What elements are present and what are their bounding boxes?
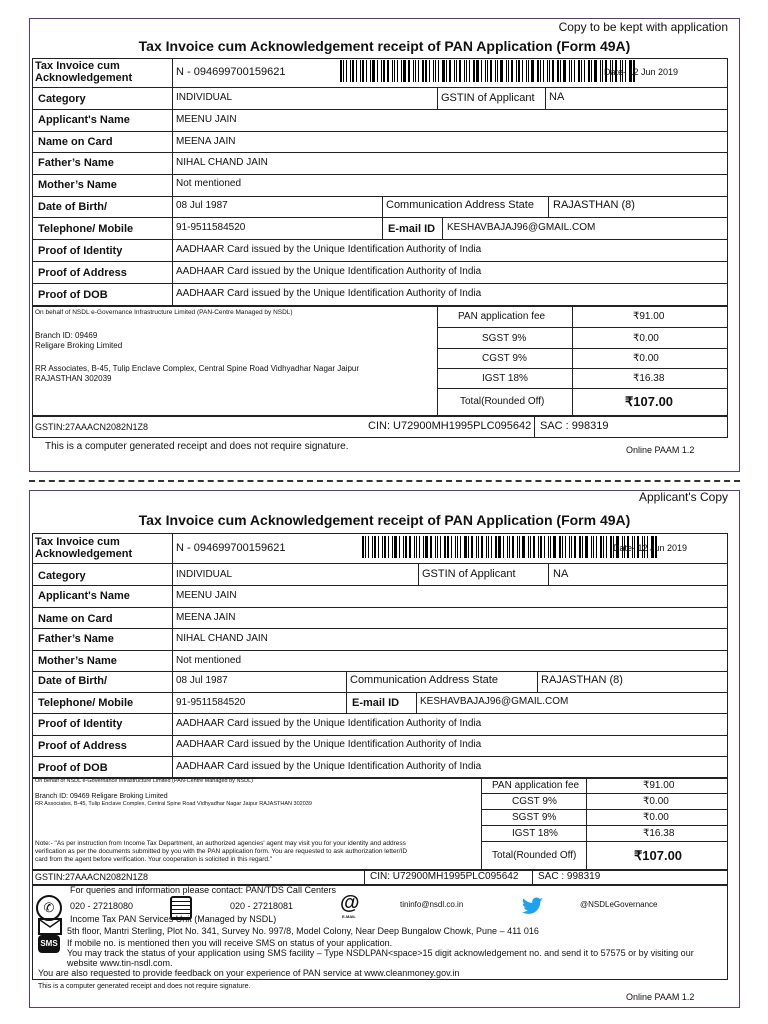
branch-id: Branch ID: 09469 (35, 331, 98, 340)
mother-name-value: Not mentioned (176, 655, 242, 666)
applicant-name-value: MEENU JAIN (176, 590, 237, 601)
branch-line: Branch ID: 09469 Religare Broking Limited (35, 793, 168, 800)
barcode-bar (394, 536, 397, 558)
barcode-bar (585, 536, 588, 558)
agent-note-1: Note:- "As per instruction from Income Tax Department, an authorized agencies' agent may visit you for your identity and address (35, 840, 406, 847)
barcode-bar (578, 60, 580, 82)
poi-value: AADHAAR Card issued by the Unique Identification Authority of India (176, 718, 482, 729)
barcode-bar (392, 536, 393, 558)
barcode-bar (473, 60, 475, 82)
barcode-bar (500, 60, 503, 82)
barcode-bar (522, 60, 523, 82)
barcode-bar (569, 536, 570, 558)
sac-value: SAC : 998319 (540, 420, 609, 432)
barcode-bar (571, 60, 572, 82)
sgst-value: ₹0.00 (643, 812, 669, 823)
cgst-label: CGST 9% (512, 796, 557, 807)
name-on-card-label: Name on Card (38, 136, 113, 148)
barcode-bar (457, 536, 458, 558)
gstin-value: GSTIN:27AAACN2082N1Z8 (35, 872, 149, 882)
sac-value: SAC : 998319 (538, 871, 601, 882)
applicant-name-label: Applicant's Name (38, 114, 130, 126)
agent-note-2: verification as per the documents submitted by you with the PAN application form. You are requested to ask authorization letter/ID (35, 848, 408, 855)
feedback-line: You are also requested to provide feedback on your experience of PAN service at www.cleanmoney.gov.in (38, 968, 460, 978)
nsdl-note: On behalf of NSDL e-Governance Infrastructure Limited (PAN-Centre Managed by NSDL) (35, 309, 293, 316)
category-label: Category (38, 570, 86, 582)
barcode-bar (550, 536, 551, 558)
barcode-bar (476, 60, 479, 82)
barcode-bar (384, 536, 386, 558)
barcode-bar (593, 536, 594, 558)
receipt-date: Date- 12 Jun 2019 (613, 543, 688, 553)
pod-value: AADHAAR Card issued by the Unique Identification Authority of India (176, 761, 482, 772)
barcode-bar (343, 60, 344, 82)
barcode-bar (437, 536, 438, 558)
poi-label: Proof of Identity (38, 718, 123, 730)
barcode-bar (365, 536, 366, 558)
barcode-bar (350, 60, 351, 82)
barcode-bar (392, 60, 393, 82)
barcode-bar (596, 536, 597, 558)
phone-icon: ✆ (36, 895, 62, 921)
barcode-bar (377, 60, 378, 82)
mother-name-label: Mother’s Name (38, 655, 117, 667)
cin-value: CIN: U72900MH1995PLC095642 (370, 871, 519, 882)
total-label: Total(Rounded Off) (460, 396, 545, 407)
barcode-bar (435, 536, 436, 558)
mother-name-value: Not mentioned (176, 178, 242, 189)
barcode-bar (414, 536, 415, 558)
computer-note: This is a computer generated receipt and does not require signature. (38, 983, 251, 990)
email-label: E-mail ID (388, 223, 436, 235)
barcode-bar (488, 536, 489, 558)
barcode-bar (602, 60, 603, 82)
father-name-label: Father’s Name (38, 633, 114, 645)
barcode-bar (508, 60, 509, 82)
barcode-bar (460, 536, 461, 558)
barcode-bar (584, 60, 585, 82)
cgst-value: ₹0.00 (633, 353, 659, 364)
barcode-bar (540, 536, 542, 558)
category-label: Category (38, 93, 86, 105)
barcode-bar (600, 60, 601, 82)
barcode-bar (517, 536, 518, 558)
barcode-bar (374, 536, 376, 558)
barcode (340, 60, 637, 82)
barcode-bar (466, 60, 467, 82)
phone-value: 91-9511584520 (176, 222, 246, 233)
mail-envelope-icon (38, 918, 62, 935)
barcode-bar (425, 536, 428, 558)
barcode-bar (497, 60, 498, 82)
barcode-bar (464, 536, 467, 558)
ack-number: N - 094699700159621 (176, 542, 286, 554)
barcode-bar (559, 536, 561, 558)
barcode-bar (557, 60, 559, 82)
ack-label: Tax Invoice cum Acknowledgement (35, 536, 133, 560)
comm-state-label: Communication Address State (350, 674, 498, 686)
barcode-bar (594, 60, 597, 82)
barcode-bar (571, 536, 572, 558)
poi-value: AADHAAR Card issued by the Unique Identification Authority of India (176, 244, 482, 255)
father-name-value: NIHAL CHAND JAIN (176, 633, 268, 644)
barcode-bar (442, 60, 445, 82)
barcode-bar (528, 536, 529, 558)
barcode-bar (372, 536, 373, 558)
fee-table (32, 306, 728, 416)
barcode-bar (419, 536, 420, 558)
ack-label: Tax Invoice cum Acknowledgement (35, 60, 133, 84)
pod-label: Proof of DOB (38, 762, 108, 774)
pod-value: AADHAAR Card issued by the Unique Identification Authority of India (176, 288, 482, 299)
barcode-bar (340, 60, 342, 82)
gstin-applicant-label: GSTIN of Applicant (422, 568, 516, 580)
barcode-bar (368, 536, 369, 558)
barcode-bar (422, 60, 424, 82)
poa-value: AADHAAR Card issued by the Unique Identification Authority of India (176, 266, 482, 277)
barcode-bar (491, 536, 492, 558)
barcode-bar (381, 60, 382, 82)
barcode-bar (415, 60, 416, 82)
applicant-name-value: MEENU JAIN (176, 114, 237, 125)
barcode-bar (397, 60, 398, 82)
barcode-bar (362, 60, 364, 82)
barcode-bar (423, 536, 424, 558)
barcode-bar (418, 60, 419, 82)
barcode-bar (446, 60, 447, 82)
phone-number: 020 - 27218080 (70, 901, 134, 911)
phone-label: Telephone/ Mobile (38, 223, 134, 235)
barcode-bar (518, 60, 520, 82)
barcode-bar (522, 536, 525, 558)
barcode-bar (560, 60, 561, 82)
barcode-bar (481, 536, 483, 558)
barcode-bar (507, 536, 508, 558)
total-value: ₹107.00 (625, 394, 674, 409)
barcode-bar (370, 60, 371, 82)
barcode-bar (574, 60, 575, 82)
fee-value: ₹91.00 (643, 780, 675, 791)
barcode-bar (372, 60, 375, 82)
barcode-bar (487, 60, 488, 82)
sgst-label: SGST 9% (482, 333, 527, 344)
barcode-bar (378, 536, 379, 558)
barcode-bar (362, 536, 364, 558)
barcode-bar (603, 536, 604, 558)
copy-note: Copy to be kept with application (558, 20, 728, 34)
igst-value: ₹16.38 (633, 373, 665, 384)
email-label: E-mail ID (352, 697, 400, 709)
barcode-bar (403, 536, 404, 558)
barcode-bar (506, 60, 507, 82)
branch-address-2: RAJASTHAN 302039 (35, 374, 112, 383)
igst-label: IGST 18% (482, 373, 528, 384)
email-value: KESHAVBAJAJ96@GMAIL.COM (420, 696, 569, 707)
barcode-bar (399, 536, 400, 558)
cgst-value: ₹0.00 (643, 796, 669, 807)
barcode-bar (503, 536, 504, 558)
barcode-bar (360, 60, 361, 82)
fee-label: PAN application fee (458, 311, 546, 322)
sms-line-3: website www.tin-nsdl.com. (67, 958, 173, 968)
barcode-bar (565, 536, 566, 558)
email-icon: @ (340, 892, 360, 914)
barcode-bar (433, 60, 434, 82)
barcode-bar (416, 536, 417, 558)
barcode-bar (540, 60, 541, 82)
branch-name: Religare Broking Limited (35, 341, 123, 350)
barcode-bar (547, 60, 548, 82)
barcode-bar (588, 60, 590, 82)
barcode-bar (356, 60, 357, 82)
gstin-value: GSTIN:27AAACN2082N1Z8 (35, 422, 149, 432)
comm-state-value: RAJASTHAN (8) (553, 199, 635, 211)
barcode-bar (495, 536, 497, 558)
barcode-bar (512, 536, 514, 558)
barcode-bar (528, 60, 529, 82)
barcode-bar (401, 60, 402, 82)
barcode-bar (562, 536, 563, 558)
father-name-label: Father’s Name (38, 157, 114, 169)
dob-value: 08 Jul 1987 (176, 675, 228, 686)
gstin-applicant-value: NA (549, 91, 565, 103)
barcode-bar (451, 536, 452, 558)
barcode-bar (430, 536, 432, 558)
applicant-name-label: Applicant's Name (38, 590, 130, 602)
barcode-bar (459, 60, 461, 82)
comm-state-value: RAJASTHAN (8) (541, 674, 623, 686)
barcode-bar (346, 60, 347, 82)
sms-icon: SMS (38, 935, 60, 953)
total-label: Total(Rounded Off) (492, 850, 577, 861)
sms-line-1: If mobile no. is mentioned then you will receive SMS on status of your application. (67, 938, 393, 948)
barcode-bar (478, 536, 479, 558)
father-name-value: NIHAL CHAND JAIN (176, 157, 268, 168)
barcode-bar (471, 536, 473, 558)
agent-note-3: card from the agent before verification. Your cooperation is solicited in this regard." (35, 856, 273, 863)
fax-number: 020 - 27218081 (230, 901, 294, 911)
barcode-bar (481, 60, 482, 82)
poi-label: Proof of Identity (38, 245, 123, 257)
poa-label: Proof of Address (38, 267, 127, 279)
barcode-bar (447, 536, 449, 558)
poa-value: AADHAAR Card issued by the Unique Identification Authority of India (176, 739, 482, 750)
barcode-bar (511, 60, 513, 82)
barcode-bar (569, 60, 570, 82)
category-value: INDIVIDUAL (176, 92, 233, 103)
barcode-bar (581, 60, 582, 82)
phone-label: Telephone/ Mobile (38, 697, 134, 709)
receipt-title: Tax Invoice cum Acknowledgement receipt of PAN Application (Form 49A) (138, 512, 631, 528)
barcode-bar (413, 60, 414, 82)
fee-label: PAN application fee (492, 780, 580, 791)
cin-value: CIN: U72900MH1995PLC095642 (368, 420, 532, 432)
barcode-bar (498, 536, 501, 558)
version: Online PAAM 1.2 (626, 992, 695, 1002)
barcode-bar (549, 60, 550, 82)
barcode-bar (449, 60, 451, 82)
cut-line (29, 480, 740, 482)
computer-note: This is a computer generated receipt and does not require signature. (45, 441, 349, 452)
barcode-bar (485, 60, 486, 82)
barcode-bar (591, 536, 592, 558)
barcode-bar (440, 536, 441, 558)
barcode-bar (409, 536, 411, 558)
barcode-bar (591, 60, 592, 82)
barcode-bar (548, 536, 549, 558)
fee-value: ₹91.00 (633, 311, 665, 322)
queries-line: For queries and information please contact: PAN/TDS Call Centers (70, 885, 336, 895)
barcode-bar (563, 60, 566, 82)
barcode-bar (444, 536, 446, 558)
barcode-bar (435, 60, 436, 82)
barcode-bar (387, 60, 389, 82)
barcode-bar (530, 536, 531, 558)
contact-email: tininfo@nsdl.co.in (400, 900, 464, 909)
sgst-label: SGST 9% (512, 812, 557, 823)
barcode-bar (519, 536, 520, 558)
poa-label: Proof of Address (38, 740, 127, 752)
barcode-bar (429, 60, 430, 82)
barcode-bar (526, 60, 527, 82)
name-on-card-label: Name on Card (38, 613, 113, 625)
barcode-bar (516, 60, 517, 82)
nsdl-note: On behalf of NSDL e-Governance Infrastructure Limited (PAN-Centre Managed by NSDL) (35, 778, 253, 784)
sms-line-2: You may track the status of your application using SMS facility – Type NSDLPAN<space>15 digit acknowledgement no. and send it to 57575 or by visiting our (67, 948, 694, 958)
barcode-bar (606, 536, 607, 558)
barcode-bar (455, 536, 456, 558)
barcode-bar (544, 536, 545, 558)
mother-name-label: Mother’s Name (38, 179, 117, 191)
barcode-bar (394, 60, 395, 82)
barcode-bar (533, 536, 535, 558)
barcode-bar (543, 60, 544, 82)
barcode-bar (553, 536, 556, 558)
barcode-bar (408, 60, 410, 82)
barcode-bar (405, 536, 407, 558)
cgst-label: CGST 9% (482, 353, 527, 364)
ack-number: N - 094699700159621 (176, 66, 286, 78)
branch-address-1: RR Associates, B-45, Tulip Enclave Complex, Central Spine Road Vidhyadhar Nagar Jaipur (35, 364, 360, 373)
barcode-bar (537, 60, 539, 82)
igst-label: IGST 18% (512, 828, 558, 839)
dob-value: 08 Jul 1987 (176, 200, 228, 211)
barcode-bar (388, 536, 389, 558)
barcode-bar (579, 536, 581, 558)
receipt-date: Date- 12 Jun 2019 (604, 67, 679, 77)
barcode-bar (383, 60, 385, 82)
barcode-bar (610, 536, 612, 558)
email-value: KESHAVBAJAJ96@GMAIL.COM (447, 222, 596, 233)
barcode-bar (425, 60, 427, 82)
phone-value: 91-9511584520 (176, 697, 246, 708)
barcode-bar (538, 536, 539, 558)
barcode-bar (486, 536, 487, 558)
sgst-value: ₹0.00 (633, 333, 659, 344)
dob-label: Date of Birth/ (38, 675, 108, 687)
gstin-applicant-value: NA (553, 568, 569, 580)
name-on-card-value: MEENA JAIN (176, 612, 236, 623)
barcode-bar (582, 536, 583, 558)
version: Online PAAM 1.2 (626, 445, 695, 455)
barcode-bar (469, 60, 470, 82)
barcode-bar (476, 536, 477, 558)
barcode-bar (552, 60, 554, 82)
twitter-icon (522, 897, 544, 915)
category-value: INDIVIDUAL (176, 569, 233, 580)
barcode-bar (454, 60, 455, 82)
dob-label: Date of Birth/ (38, 201, 108, 213)
barcode-bar (464, 60, 465, 82)
pod-label: Proof of DOB (38, 289, 108, 301)
igst-value: ₹16.38 (643, 828, 675, 839)
barcode-bar (600, 536, 602, 558)
barcode-bar (509, 536, 510, 558)
barcode-bar (490, 60, 492, 82)
copy-note: Applicant's Copy (638, 490, 728, 504)
office-name: Income Tax PAN Services Unit (Managed by NSDL) (70, 914, 277, 924)
total-value: ₹107.00 (634, 848, 683, 863)
barcode-bar (438, 60, 439, 82)
comm-state-label: Communication Address State (386, 199, 534, 211)
barcode-bar (456, 60, 457, 82)
barcode-bar (468, 536, 469, 558)
barcode-bar (382, 536, 383, 558)
email-icon-caption: E-MAIL (342, 914, 356, 919)
name-on-card-value: MEENA JAIN (176, 136, 236, 147)
gstin-applicant-label: GSTIN of Applicant (441, 92, 535, 104)
barcode-bar (574, 536, 576, 558)
branch-address: RR Associates, B-45, Tulip Enclave Complex, Central Spine Road Vidhyadhar Nagar Jaipur RAJASTHAN 302039 (35, 801, 312, 807)
barcode-bar (531, 60, 534, 82)
office-address: 5th floor, Mantri Sterling, Plot No. 341, Survey No. 997/8, Model Colony, Near Deep Bungalow Chowk, Pune – 411 016 (67, 926, 539, 936)
barcode-bar (403, 60, 406, 82)
barcode-bar (366, 60, 367, 82)
barcode-bar (352, 60, 354, 82)
receipt-title: Tax Invoice cum Acknowledgement receipt of PAN Application (Form 49A) (138, 38, 631, 54)
twitter-handle: @NSDLeGovernance (580, 900, 658, 909)
barcode-bar (495, 60, 496, 82)
